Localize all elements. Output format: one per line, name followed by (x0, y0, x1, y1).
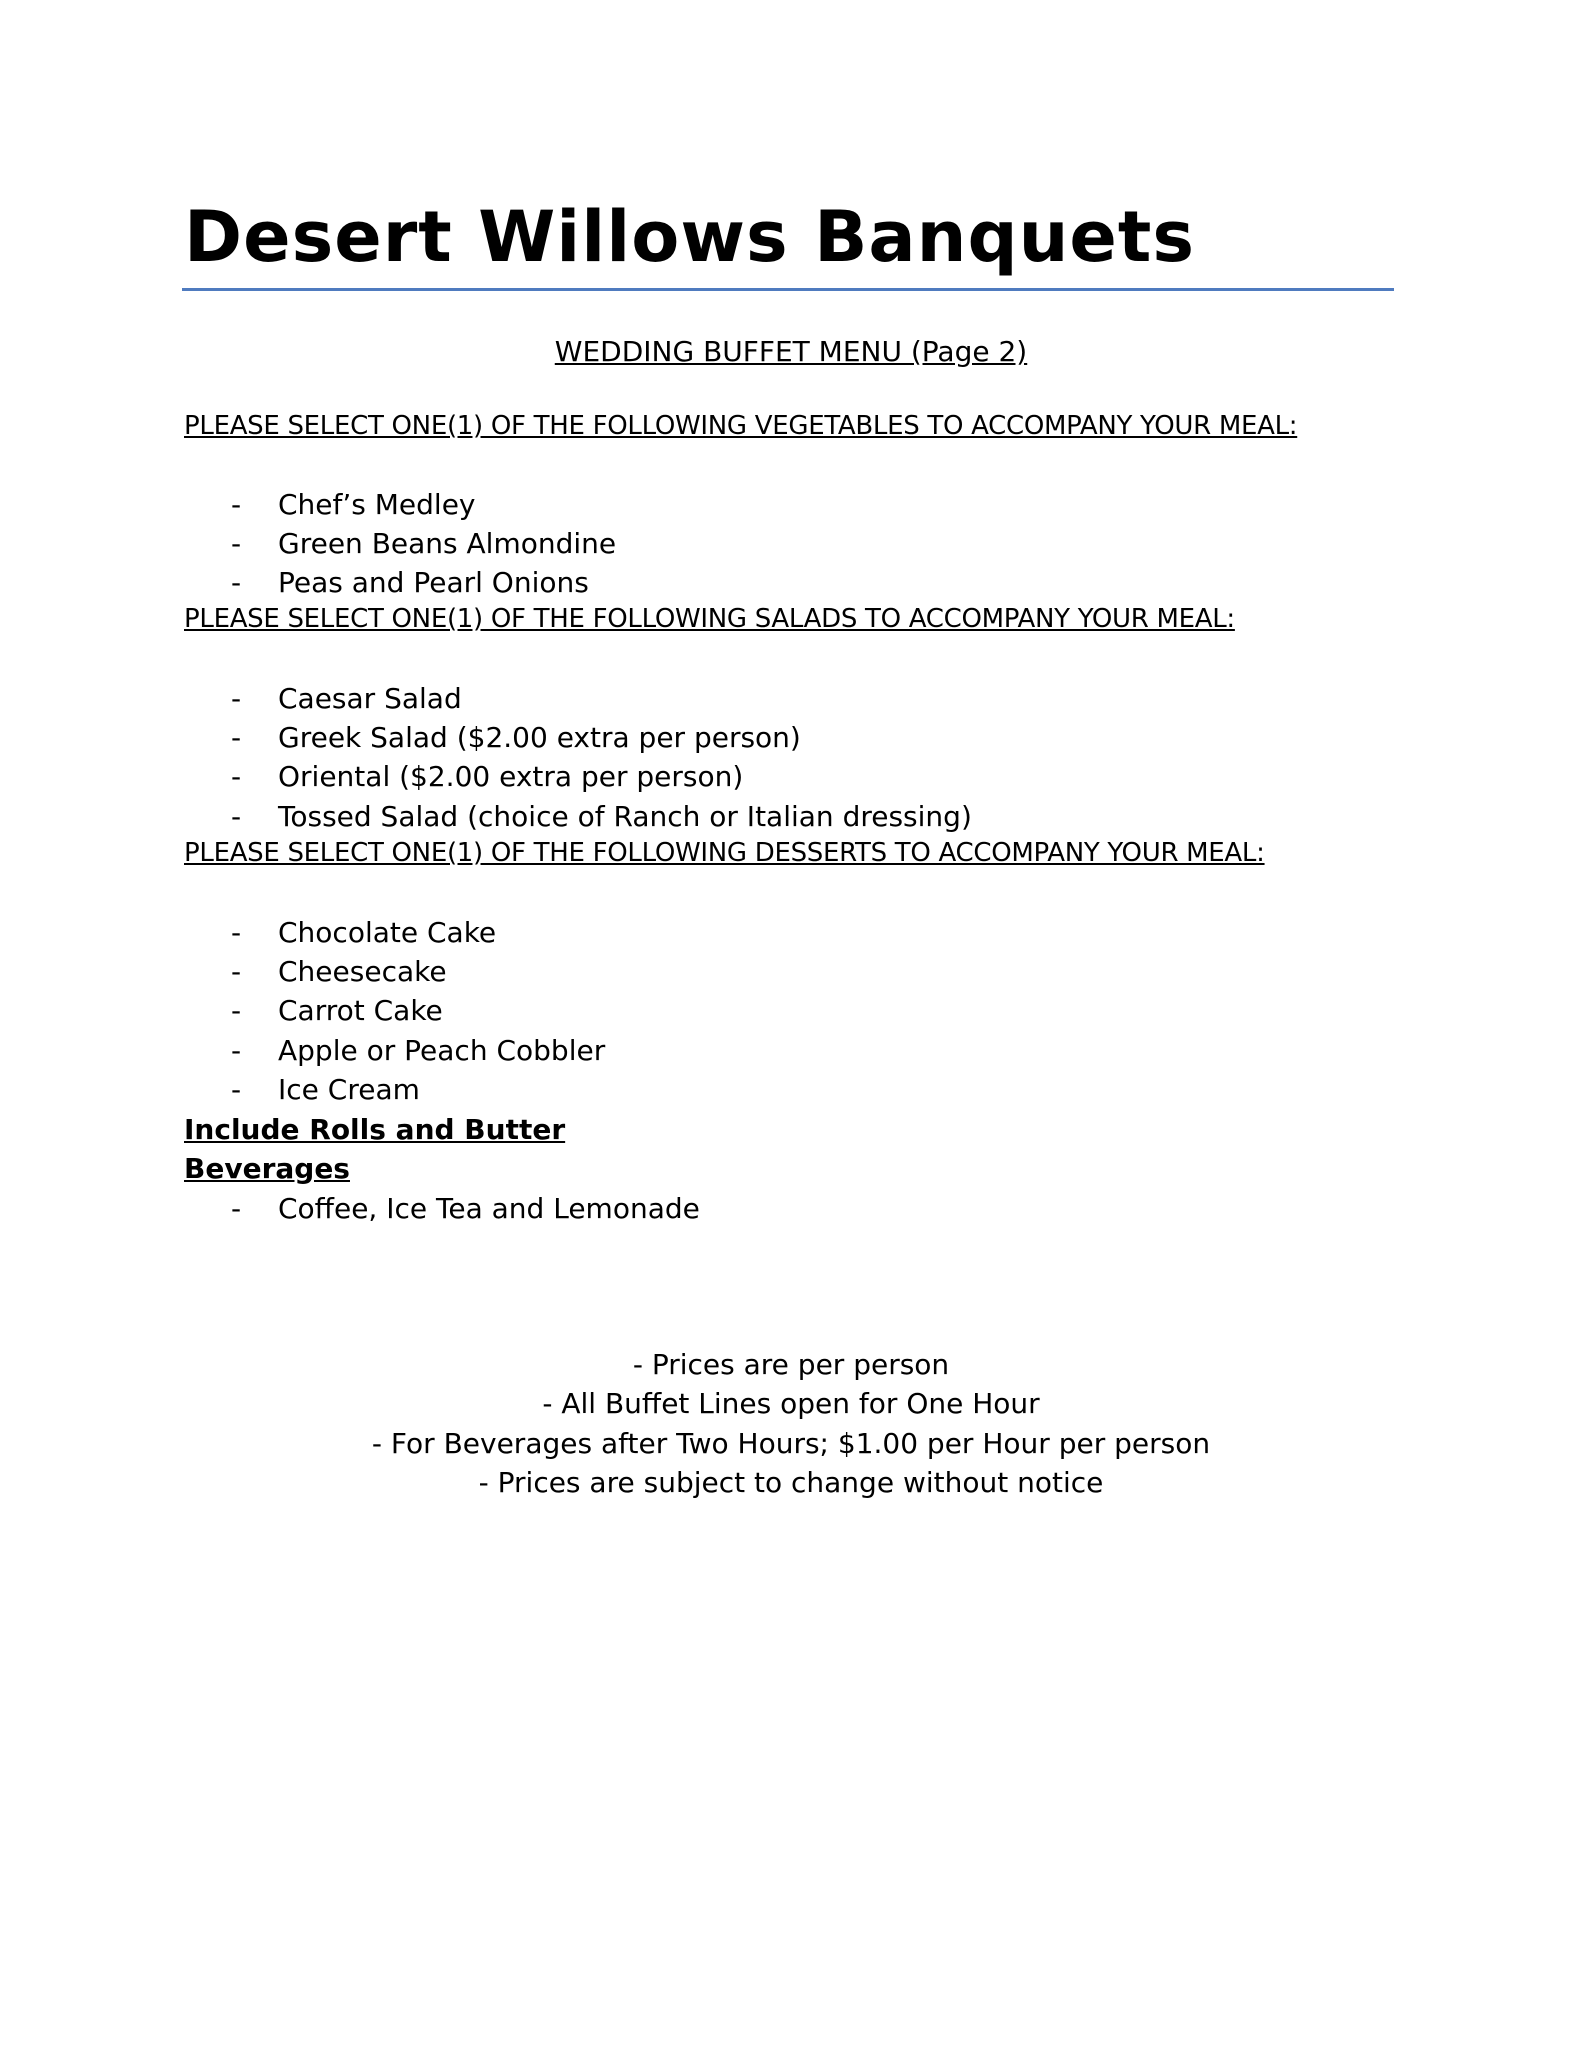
note-line: - All Buffet Lines open for One Hour (542, 1387, 1040, 1421)
salad-item: Caesar Salad (278, 682, 462, 715)
salad-item: Oriental ($2.00 extra per person) (278, 760, 744, 794)
desserts-heading: PLEASE SELECT ONE(1) OF THE FOLLOWING DESSERTS TO ACCOMPANY YOUR MEAL: (184, 838, 1265, 868)
dessert-item: Chocolate Cake (278, 916, 497, 949)
beverage-item: Coffee, Ice Tea and Lemonade (278, 1192, 700, 1225)
dessert-item: Ice Cream (278, 1072, 420, 1106)
bullet-dash: - (231, 566, 242, 600)
salad-item: Greek Salad ($2.00 extra per person) (278, 721, 801, 755)
bullet-dash: - (231, 721, 242, 755)
salads-heading: PLEASE SELECT ONE(1) OF THE FOLLOWING SALADS TO ACCOMPANY YOUR MEAL: (184, 604, 1235, 634)
bullet-dash: - (231, 916, 242, 949)
bullet-dash: - (231, 760, 242, 794)
bullet-dash: - (231, 994, 242, 1028)
note-line: - Prices are subject to change without notice (478, 1465, 1104, 1499)
dessert-item: Cheesecake (278, 955, 447, 989)
vegetables-heading: PLEASE SELECT ONE(1) OF THE FOLLOWING VEGETABLES TO ACCOMPANY YOUR MEAL: (184, 411, 1298, 441)
bullet-dash: - (231, 1072, 242, 1106)
note-line: - Prices are per person (632, 1348, 950, 1381)
salad-item: Tossed Salad (choice of Ranch or Italian dressing) (278, 799, 972, 833)
bullet-dash: - (231, 955, 242, 989)
dessert-item: Apple or Peach Cobbler (278, 1033, 606, 1067)
vegetable-item: Chef’s Medley (278, 488, 476, 521)
bullet-dash: - (231, 682, 242, 715)
beverages-heading: Beverages (184, 1152, 350, 1185)
vegetable-item: Green Beans Almondine (278, 527, 617, 561)
bullet-dash: - (231, 488, 242, 521)
note-line: - For Beverages after Two Hours; $1.00 per Hour per person (371, 1426, 1211, 1460)
menu-subtitle: WEDDING BUFFET MENU (Page 2) (554, 335, 1028, 368)
page-title: Desert Willows Banquets (184, 196, 1196, 278)
vegetable-item: Peas and Pearl Onions (278, 566, 589, 600)
bullet-dash: - (231, 1192, 242, 1225)
bullet-dash: - (231, 1033, 242, 1067)
title-divider (182, 288, 1394, 291)
rolls-heading: Include Rolls and Butter (184, 1113, 566, 1146)
dessert-item: Carrot Cake (278, 994, 443, 1028)
bullet-dash: - (231, 527, 242, 561)
bullet-dash: - (231, 799, 242, 833)
pricing-notes (0, 1345, 1582, 1502)
